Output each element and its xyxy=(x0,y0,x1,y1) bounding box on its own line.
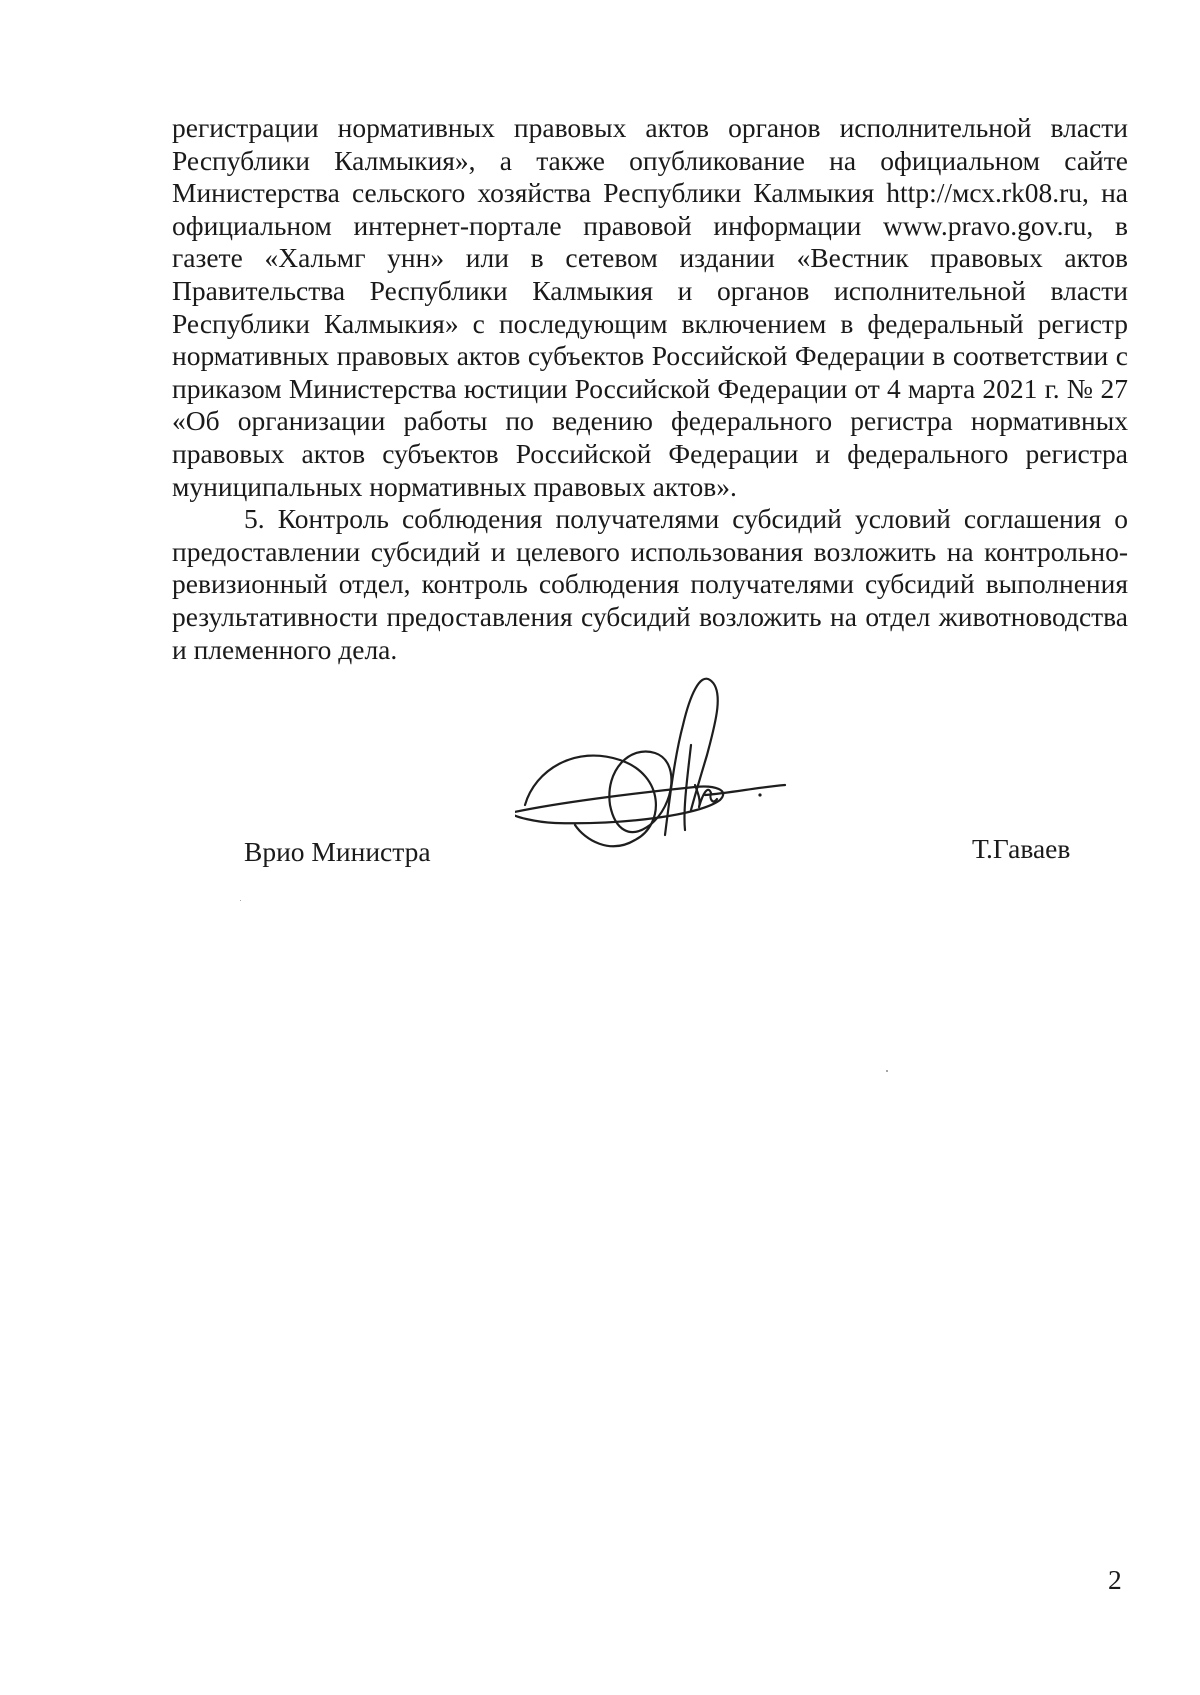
document-body xyxy=(172,112,1128,666)
signatory-position: Врио Министра xyxy=(244,836,431,867)
handwritten-signature xyxy=(515,675,855,920)
scan-speck xyxy=(886,1070,888,1072)
paragraph-publication: регистрации нормативных правовых актов органов исполнительной власти Республики Калмыкия», а также опубликование на официальном сайте Министерства сельского хозяйства Республики Калмыкия http://мсх.rk08.ru, на официальном интернет-портале правовой информации www.pravo.gov.ru, в газете «Хальмг унн» или в сетевом издании «Вестник правовых актов Правительства Республики Калмыкия и органов исполнительной власти Республики Калмыкия» с последующим включением в федеральный регистр нормативных правовых актов субъектов Российской Федерации в соответствии с приказом Министерства юстиции Российской Федерации от 4 марта 2021 г. № 27 «Об организации работы по ведению федерального регистра нормативных правовых актов субъектов Российской Федерации и федерального регистра муниципальных нормативных правовых актов». xyxy=(172,112,1128,502)
scan-speck xyxy=(240,900,241,901)
page-number: 2 xyxy=(1108,1564,1122,1595)
paragraph-control: 5. Контроль соблюдения получателями субсидий условий соглашения о предоставлении субсидий и целевого использования возложить на контрольно-ревизионный отдел, контроль соблюдения получателями субсидий выполнения результативности предоставления субсидий возложить на отдел животноводства и племенного дела. xyxy=(172,503,1128,665)
signatory-name: Т.Гаваев xyxy=(972,833,1071,864)
